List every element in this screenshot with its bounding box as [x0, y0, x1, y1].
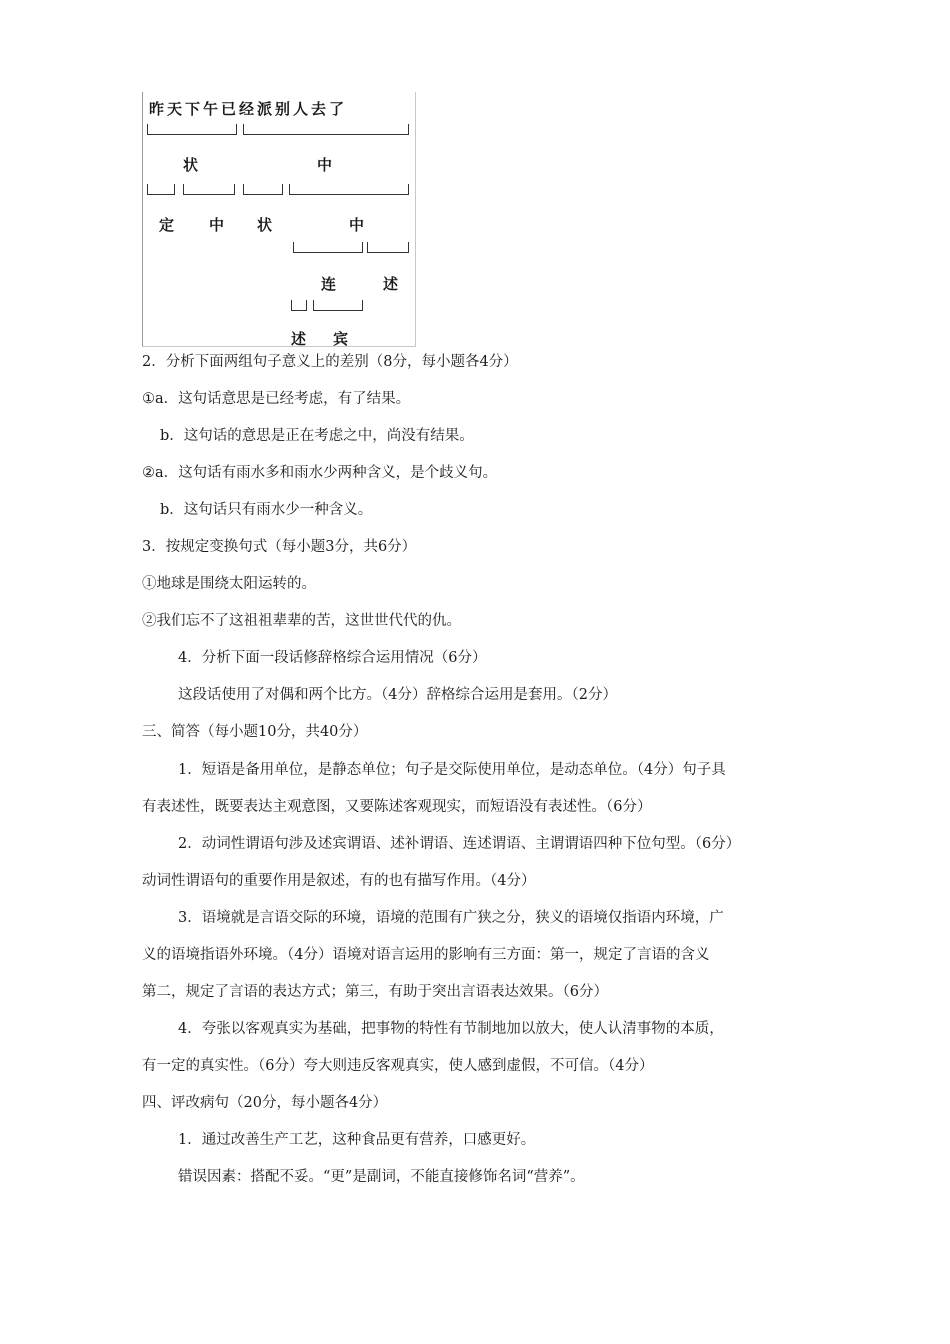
label-shu-2: 述	[291, 330, 307, 348]
answer-3-1: ①地球是围绕太阳运转的。	[142, 576, 316, 592]
bracket-adverbial	[147, 124, 237, 135]
sentence-correction-1: 1．通过改善生产工艺，这种食品更有营养，口感更好。	[178, 1132, 536, 1148]
short-answer-1-line-2: 有表述性，既要表达主观意图，又要陈述客观现实，而短语没有表述性。（6分）	[142, 799, 652, 815]
short-answer-3-line-3: 第二，规定了言语的表达方式；第三，有助于突出言语表达效果。（6分）	[142, 984, 608, 1000]
question-3-heading: 3．按规定变换句式（每小题3分，共6分）	[142, 539, 417, 555]
bracket-zhong-2	[183, 184, 235, 195]
bracket-ding	[147, 184, 175, 195]
answer-3-2: ②我们忘不了这祖祖辈辈的苦，这世世代代的仇。	[142, 613, 461, 629]
question-2-heading: 2．分析下面两组句子意义上的差别（8分，每小题各4分）	[142, 354, 518, 370]
section-4-heading: 四、评改病句（20分，每小题各4分）	[142, 1095, 388, 1111]
question-4-heading: 4．分析下面一段话修辞格综合运用情况（6分）	[178, 650, 487, 666]
bracket-zhuang-2	[243, 184, 283, 195]
label-lian: 连	[321, 275, 337, 293]
answer-4: 这段话使用了对偶和两个比方。（4分）辞格综合运用是套用。（2分）	[178, 687, 617, 703]
short-answer-3-line-2: 义的语境指语外环境。（4分）语境对语言运用的影响有三方面：第一，规定了言语的含义	[142, 947, 710, 963]
answer-2b: b．这句话只有雨水少一种含义。	[160, 502, 373, 518]
sentence-analysis-diagram	[142, 92, 416, 347]
label-zhuang-2: 状	[257, 216, 273, 234]
label-zhong-3: 中	[349, 216, 365, 234]
bracket-zhong-3	[289, 184, 409, 195]
short-answer-4-line-1: 4．夸张以客观真实为基础，把事物的特性有节制地加以放大，使人认清事物的本质，	[178, 1021, 724, 1037]
short-answer-2-line-2: 动词性谓语句的重要作用是叙述，有的也有描写作用。（4分）	[142, 873, 536, 889]
diagram-sentence: 昨天下午已经派别人去了	[149, 100, 348, 118]
short-answer-4-line-2: 有一定的真实性。（6分）夸大则违反客观真实，使人感到虚假，不可信。（4分）	[142, 1058, 654, 1074]
bracket-head	[243, 124, 409, 135]
bracket-shu-2	[291, 300, 307, 311]
short-answer-3-line-1: 3．语境就是言语交际的环境，语境的范围有广狭之分，狭义的语境仅指语内环境，广	[178, 910, 724, 926]
answer-2a: ②a．这句话有雨水多和雨水少两种含义，是个歧义句。	[142, 465, 498, 481]
label-shu: 述	[383, 275, 399, 293]
section-3-heading: 三、简答（每小题10分，共40分）	[142, 724, 368, 740]
bracket-lian	[293, 242, 363, 253]
label-ding: 定	[159, 216, 175, 234]
short-answer-2-line-1: 2．动词性谓语句涉及述宾谓语、述补谓语、连述谓语、主谓谓语四种下位句型。（6分）	[178, 836, 741, 852]
error-factor-1: 错误因素：搭配不妥。“更”是副词，不能直接修饰名词“营养”。	[178, 1169, 585, 1185]
answer-1b: b．这句话的意思是正在考虑之中，尚没有结果。	[160, 428, 474, 444]
label-bin: 宾	[333, 330, 349, 348]
answer-1a: ①a．这句话意思是已经考虑，有了结果。	[142, 391, 411, 407]
label-zhong-1: 中	[317, 156, 333, 174]
label-zhuang-1: 状	[183, 156, 199, 174]
short-answer-1-line-1: 1．短语是备用单位，是静态单位；句子是交际使用单位，是动态单位。（4分）句子具	[178, 762, 726, 778]
bracket-bin	[313, 300, 363, 311]
label-zhong-2: 中	[209, 216, 225, 234]
bracket-shu	[367, 242, 409, 253]
